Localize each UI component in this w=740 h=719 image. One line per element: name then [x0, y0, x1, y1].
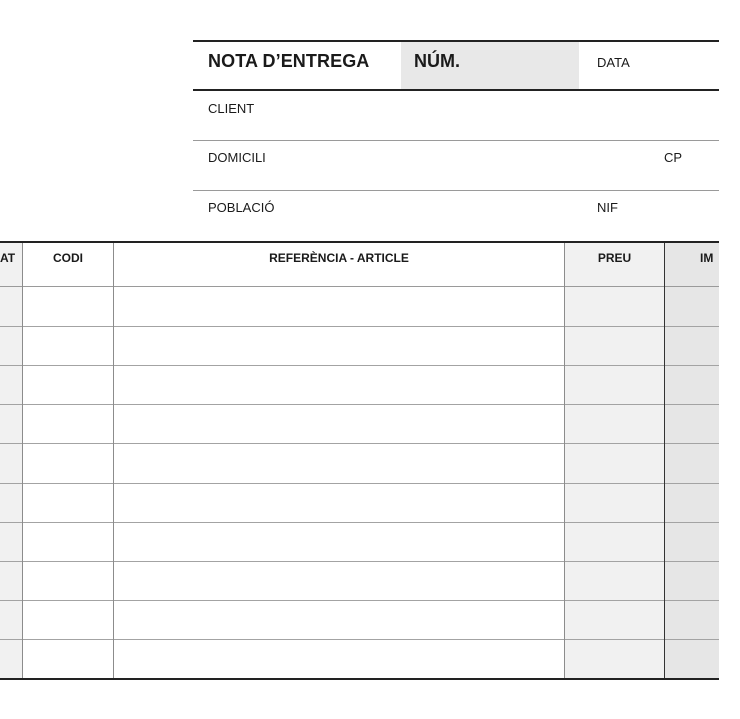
column-header-amount: IM	[700, 251, 714, 265]
items-table	[0, 241, 719, 681]
column-divider	[564, 243, 565, 678]
table-bottom-rule	[0, 678, 719, 680]
column-divider	[22, 243, 23, 678]
tax-id-label: NIF	[597, 200, 618, 215]
table-row	[0, 561, 719, 562]
town-label: POBLACIÓ	[208, 200, 275, 215]
address-label: DOMICILI	[208, 150, 266, 165]
table-row	[0, 639, 719, 640]
table-header-rule	[0, 286, 719, 287]
client-label: CLIENT	[208, 101, 255, 116]
address-rule	[193, 190, 719, 191]
column-header-price: PREU	[597, 251, 632, 265]
header-title-rule	[193, 89, 719, 91]
table-row	[0, 365, 719, 366]
column-header-reference: REFERÈNCIA - ARTICLE	[269, 251, 409, 265]
table-row	[0, 326, 719, 327]
column-divider	[113, 243, 114, 678]
qty-column-shade	[0, 243, 22, 678]
price-column-shade	[565, 243, 664, 678]
table-row	[0, 404, 719, 405]
table-row	[0, 522, 719, 523]
column-header-qty: AT	[0, 251, 16, 265]
table-row	[0, 483, 719, 484]
column-divider	[664, 243, 665, 678]
postcode-label: CP	[664, 150, 683, 165]
table-top-rule	[0, 241, 719, 243]
document-title: NOTA D’ENTREGA	[208, 51, 370, 71]
date-label: DATA	[597, 55, 630, 70]
delivery-note-header	[193, 40, 719, 215]
amount-column-shade	[665, 243, 719, 678]
client-rule	[193, 140, 719, 141]
table-row	[0, 443, 719, 444]
column-header-code: CODI	[53, 251, 83, 265]
table-row	[0, 600, 719, 601]
number-label: NÚM.	[414, 51, 460, 71]
